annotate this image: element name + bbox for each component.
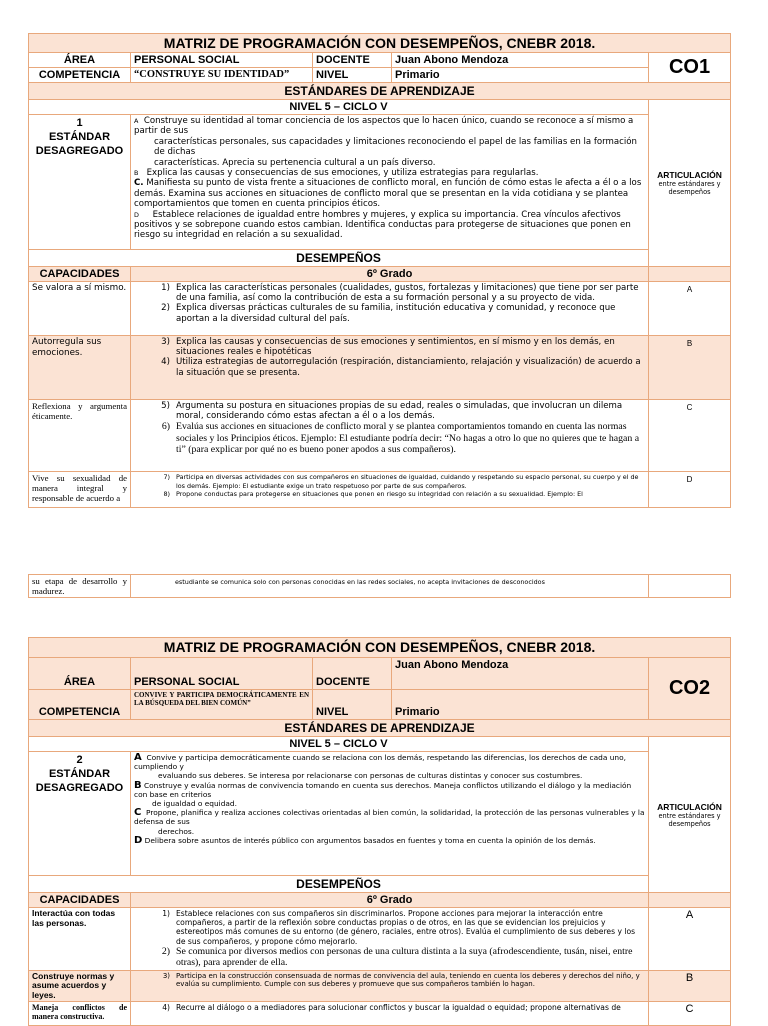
std-text-b1: Construye y evalúa normas de convivencia tomando en cuenta sus derechos. Maneja conflictos utilizando el diálogo y la mediación con base en criterios	[134, 780, 632, 799]
art-spacer	[649, 893, 731, 908]
competency-code: CO1	[649, 53, 731, 83]
art-spacer	[649, 267, 731, 282]
std-letter-d: D	[134, 834, 143, 846]
nivel-value: Primario	[392, 68, 649, 83]
list-item: 4) Recurre al diálogo o a mediadores para solucionar conflictos y buscar la igualdad o equidad; propone alternativas de	[162, 1003, 621, 1013]
list-item: 3) Explica las causas y consecuencias de sus emociones y sentimientos, en sí mismo y en los demás, en situaciones reales e hipotéticas	[161, 337, 615, 358]
std-text-c1: Propone, planifica y realiza acciones colectivas orientadas al bien común, la solidaridad, la protección de las personas vulnerables y la defensa de sus	[134, 808, 645, 827]
standard-number: 1	[76, 117, 83, 129]
competencia-label: COMPETENCIA	[29, 68, 131, 83]
area-value: PERSONAL SOCIAL	[131, 53, 313, 68]
desempeno-8-cont: estudiante se comunica solo con personas conocidas en las redes sociales, no acepta invitaciones de desconocidos	[131, 575, 649, 598]
articulacion-header	[649, 100, 731, 267]
std-text-b2: de igualdad o equidad.	[152, 799, 237, 809]
standard-title: ESTÁNDAR DESAGREGADO	[35, 131, 124, 157]
capacidad-4: Vive su sexualidad de manera integral y responsable de acuerdo a	[29, 472, 131, 508]
std-text-c: Manifiesta su punto de vista frente a situaciones de conflicto moral, en función de cómo estas le afecta a él o a los demás. Examina sus acciones en situaciones de conflicto moral que se presentan en la vida cotidiana y se plantea comportamientos que tomen en cuenta principios éticos.	[134, 178, 642, 210]
articulacion-title: ARTICULACIÓN	[657, 170, 722, 180]
area-value: PERSONAL SOCIAL	[131, 658, 313, 690]
desempenos-group-4	[131, 472, 649, 508]
capacidad-2: Autorregula sus emociones.	[29, 336, 131, 400]
standard-label	[29, 752, 131, 876]
std-letter-b: B	[134, 169, 139, 178]
ciclo-label: NIVEL 5 – CICLO V	[29, 737, 649, 752]
desempenos-group-3	[131, 1002, 649, 1026]
standard-title: ESTÁNDAR DESAGREGADO	[35, 768, 124, 794]
art-b: B	[649, 970, 731, 1002]
matrix-title: MATRIZ DE PROGRAMACIÓN CON DESEMPEÑOS, CNEBR 2018.	[29, 638, 731, 658]
competency-code: CO2	[649, 658, 731, 720]
standard-number: 2	[76, 754, 83, 766]
capacidad-3: Reflexiona y argumenta éticamente.	[29, 400, 131, 472]
standard-label	[29, 115, 131, 250]
std-letter-a: A	[134, 117, 139, 125]
list-item: 2) Explica diversas prácticas culturales de su familia, institución educativa y comunidad, y reconoce que aportan a la diversidad cultural del país.	[161, 303, 616, 324]
nivel-value: Primario	[392, 690, 649, 720]
capacidad-2: Construye normas y asume acuerdos y leyes.	[29, 970, 131, 1002]
desempenos-group-1	[131, 908, 649, 971]
list-item: 5) Argumenta su postura en situaciones propias de su edad, reales o simuladas, que involucran un dilema moral, considerando cómo estas afectan a él o a los demás.	[161, 401, 623, 422]
list-item: 6) Evalúa sus acciones en situaciones de conflicto moral y se plantea comportamientos tomando en cuenta las normas sociales y los Principios éticos. Ejemplo: El estudiante podría decir: “No hagas a otro lo que no quieres que te hagan a ti” (para explicar por qué no es bueno poner apodos a sus compañeros).	[161, 421, 640, 456]
competencia-value: “CONSTRUYE SU IDENTIDAD”	[131, 68, 313, 83]
desempenos-group-2	[131, 336, 649, 400]
estandares-header: ESTÁNDARES DE APRENDIZAJE	[29, 720, 731, 737]
matrix-title: MATRIZ DE PROGRAMACIÓN CON DESEMPEÑOS, CNEBR 2018.	[29, 34, 731, 53]
std-text-c2: derechos.	[158, 826, 195, 836]
grado-header: 6º Grado	[131, 893, 649, 908]
desempenos-group-1	[131, 282, 649, 336]
capacidad-3: Maneja conflictos de manera constructiva.	[29, 1002, 131, 1026]
list-item: 1) Explica las características personales (cualidades, gustos, fortalezas y limitaciones) que tiene por ser parte de una familia, así como la contribución de esta a su formación personal y a su proyecto de vida.	[161, 283, 639, 304]
std-letter-d: D	[134, 210, 139, 219]
area-label: ÁREA	[29, 658, 131, 690]
std-text-a1: Convive y participa democráticamente cuando se relaciona con los demás, respetando las diferencias, los derechos de cada uno, cumpliendo y	[134, 753, 626, 772]
docente-value: Juan Abono Mendoza	[392, 53, 649, 68]
competencia-label: COMPETENCIA	[29, 690, 131, 720]
capacidades-header: CAPACIDADES	[29, 267, 131, 282]
capacidad-4-cont: su etapa de desarrollo y madurez.	[29, 575, 131, 598]
list-item: 3) Participa en la construcción consensuada de normas de convivencia del aula, teniendo en cuenta los deberes y derechos del niño, y evalúa su cumplimiento. Cumple con sus deberes y promueve que sus compañeros también lo hagan.	[162, 971, 640, 989]
art-a: A	[649, 908, 731, 971]
docente-label: DOCENTE	[313, 658, 392, 690]
std-letter-c: C.	[134, 178, 144, 189]
docente-label: DOCENTE	[313, 53, 392, 68]
list-item: 8) Propone conductas para protegerse en situaciones que ponen en riesgo su integridad con relación a su sexualidad. Ejemplo: El	[163, 490, 583, 498]
std-text-b: Explica las causas y consecuencias de sus emociones, y utiliza estrategias para regularlas.	[146, 168, 539, 179]
continuation-row	[28, 574, 731, 598]
std-letter-c: C	[134, 807, 142, 819]
art-c: C	[649, 400, 731, 472]
matrix-co2	[28, 637, 731, 1026]
list-item: 7) Participa en diversas actividades con sus compañeros en situaciones de igualdad, cuidando y respetando su espacio personal, su cuerpo y el de los demás. Ejemplo: El estudiante exige un trato respetuoso por parte de sus compañeros.	[163, 473, 639, 490]
grado-header: 6º Grado	[131, 267, 649, 282]
nivel-label: NIVEL	[313, 690, 392, 720]
articulacion-header	[649, 737, 731, 893]
estandares-header: ESTÁNDARES DE APRENDIZAJE	[29, 83, 731, 100]
std-text-a2: evaluando sus deberes. Se interesa por relacionarse con personas de culturas distintas y conocer sus costumbres.	[158, 771, 583, 781]
std-text-a3: características. Aprecia su pertenencia cultural a un país diverso.	[154, 157, 436, 168]
ciclo-label: NIVEL 5 – CICLO V	[29, 100, 649, 115]
list-item: 2) Se comunica por diversos medios con personas de una cultura distinta a la suya (afrodescendiente, tusán, nisei, entre otras), para aprender de ella.	[161, 945, 633, 969]
capacidad-1: Interactúa con todas las personas.	[29, 908, 131, 971]
articulacion-title: ARTICULACIÓN	[657, 801, 722, 812]
art-d: D	[649, 472, 731, 508]
capacidades-header: CAPACIDADES	[29, 893, 131, 908]
art-b: B	[649, 336, 731, 400]
art-c: C	[649, 1002, 731, 1026]
articulacion-subtitle: entre estándares y desempeños	[658, 180, 721, 196]
matrix-co1	[28, 33, 731, 508]
competencia-value: CONVIVE Y PARTICIPA DEMOCRÁTICAMENTE EN LA BÚSQUEDA DEL BIEN COMÚN”	[131, 690, 313, 720]
desempenos-group-3	[131, 400, 649, 472]
desempenos-header: DESEMPEÑOS	[29, 876, 649, 893]
list-item: 4) Utiliza estrategias de autorregulación (respiración, distanciamiento, relajación y visualización) de acuerdo a la situación que se presenta.	[161, 357, 641, 378]
std-letter-a: A	[134, 752, 142, 763]
nivel-label: NIVEL	[313, 68, 392, 83]
std-text-d: Establece relaciones de igualdad entre hombres y mujeres, y explica su importancia. Crea vínculos afectivos positivos y se sobrepone cuando estos cambian. Identifica conductas para protegerse de situaciones que ponen en riesgo su integridad en relación a su sexualidad.	[134, 209, 631, 241]
art-empty	[649, 575, 731, 598]
std-letter-b: B	[134, 779, 142, 791]
articulacion-subtitle: entre estándares y desempeños	[658, 811, 721, 828]
standard-description	[131, 752, 649, 876]
docente-value: Juan Abono Mendoza	[392, 658, 649, 690]
std-text-a1: Construye su identidad al tomar conciencia de los aspectos que lo hacen único, cuando se reconoce a sí mismo a partir de sus	[134, 116, 634, 137]
std-text-a2: características personales, sus capacidades y limitaciones reconociendo el papel de las familias en la formación de dichas	[154, 136, 638, 158]
list-item: 1) Establece relaciones con sus compañeros sin discriminarlos. Propone acciones para mejorar la interacción entre compañeros, a partir de la reflexión sobre conductas propias o de otros, en las que se evidencian los prejuicios y estereotipos más comunes de su entorno (de género, raciales, entre otros). Evalúa el cumplimiento de sus deberes y los de sus compañeros, y propone cómo mejorarlo.	[162, 909, 636, 946]
std-text-d: Delibera sobre asuntos de interés público con argumentos basados en fuentes y toma en cuenta la opinión de los demás.	[144, 835, 596, 845]
capacidad-1: Se valora a sí mismo.	[29, 282, 131, 336]
desempenos-group-2	[131, 970, 649, 1002]
desempenos-header: DESEMPEÑOS	[29, 250, 649, 267]
standard-description	[131, 115, 649, 250]
art-a: A	[649, 282, 731, 336]
area-label: ÁREA	[29, 53, 131, 68]
